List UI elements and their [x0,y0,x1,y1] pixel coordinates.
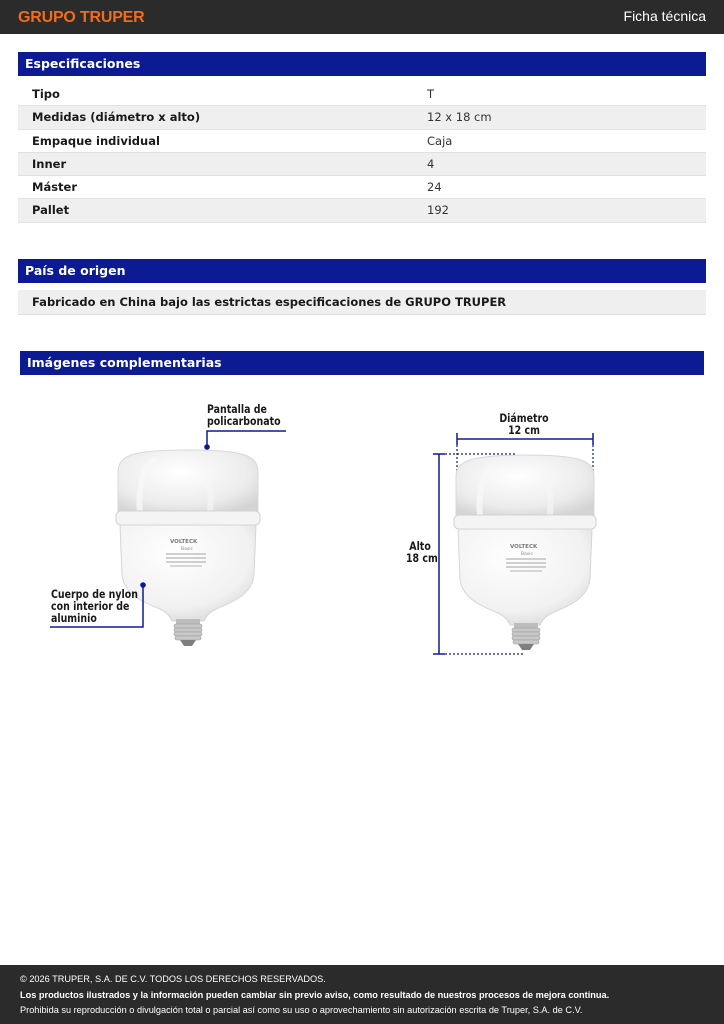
spec-row [18,199,706,222]
images-section-header: Imágenes complementarias [20,351,704,375]
spec-label: Empaque individual [32,133,160,148]
spec-value: T [427,87,435,101]
bulb-sub-text: Basic [521,552,533,557]
bulb-dimensions-drawing [400,405,610,665]
top-bar [0,0,724,34]
specs-table [18,83,706,223]
specs-section-header: Especificaciones [18,52,706,76]
footer-legal: Prohibida su reproducción o divulgación total o parcial así como su uso o aprovechamiento sin autorización escrita de Truper, S.A. de C.V. [20,1005,583,1015]
spec-label: Pallet [32,203,70,218]
spec-label: Inner [32,156,67,171]
document-type: Ficha técnica [623,8,706,24]
spec-row [18,176,706,199]
spec-value: 12 x 18 cm [427,110,492,125]
bulb-materials-image [40,395,300,665]
spec-row [18,130,706,153]
polycarbonate-label: Pantalla de policarbonato [207,402,281,428]
footer-copyright: © 2026 TRUPER, S.A. DE C.V. TODOS LOS DERECHOS RESERVADOS. [20,974,326,984]
spec-row [18,106,706,129]
bulb-brand-text: VOLTECK [510,544,538,550]
spec-value: 4 [427,156,435,171]
diameter-label: Diámetro 12 cm [499,411,549,437]
spec-row [18,153,706,176]
spec-label: Medidas (diámetro x alto) [32,110,201,125]
spec-label: Máster [32,180,78,195]
height-label: Alto 18 cm [406,539,438,565]
spec-row [18,83,706,106]
nylon-body-label: Cuerpo de nylon con interior de aluminio [51,587,138,625]
footer-disclaimer: Los productos ilustrados y la información pueden cambiar sin previo aviso, como resultado de nuestros procesos de mejora continua. [20,989,610,1000]
spec-value: Caja [427,133,453,148]
bulb-dimensions-image [400,405,610,665]
brand-logo: GRUPO TRUPER [18,9,145,26]
origin-section-header: País de origen [18,259,706,283]
origin-text: Fabricado en China bajo las estrictas especificaciones de GRUPO TRUPER [18,290,706,315]
spec-value: 24 [427,180,442,195]
spec-label: Tipo [32,87,60,101]
footer [0,965,724,1024]
bulb-sub-text: Basic [181,547,193,552]
bulb-brand-text: VOLTECK [170,539,198,545]
spec-value: 192 [427,203,449,218]
